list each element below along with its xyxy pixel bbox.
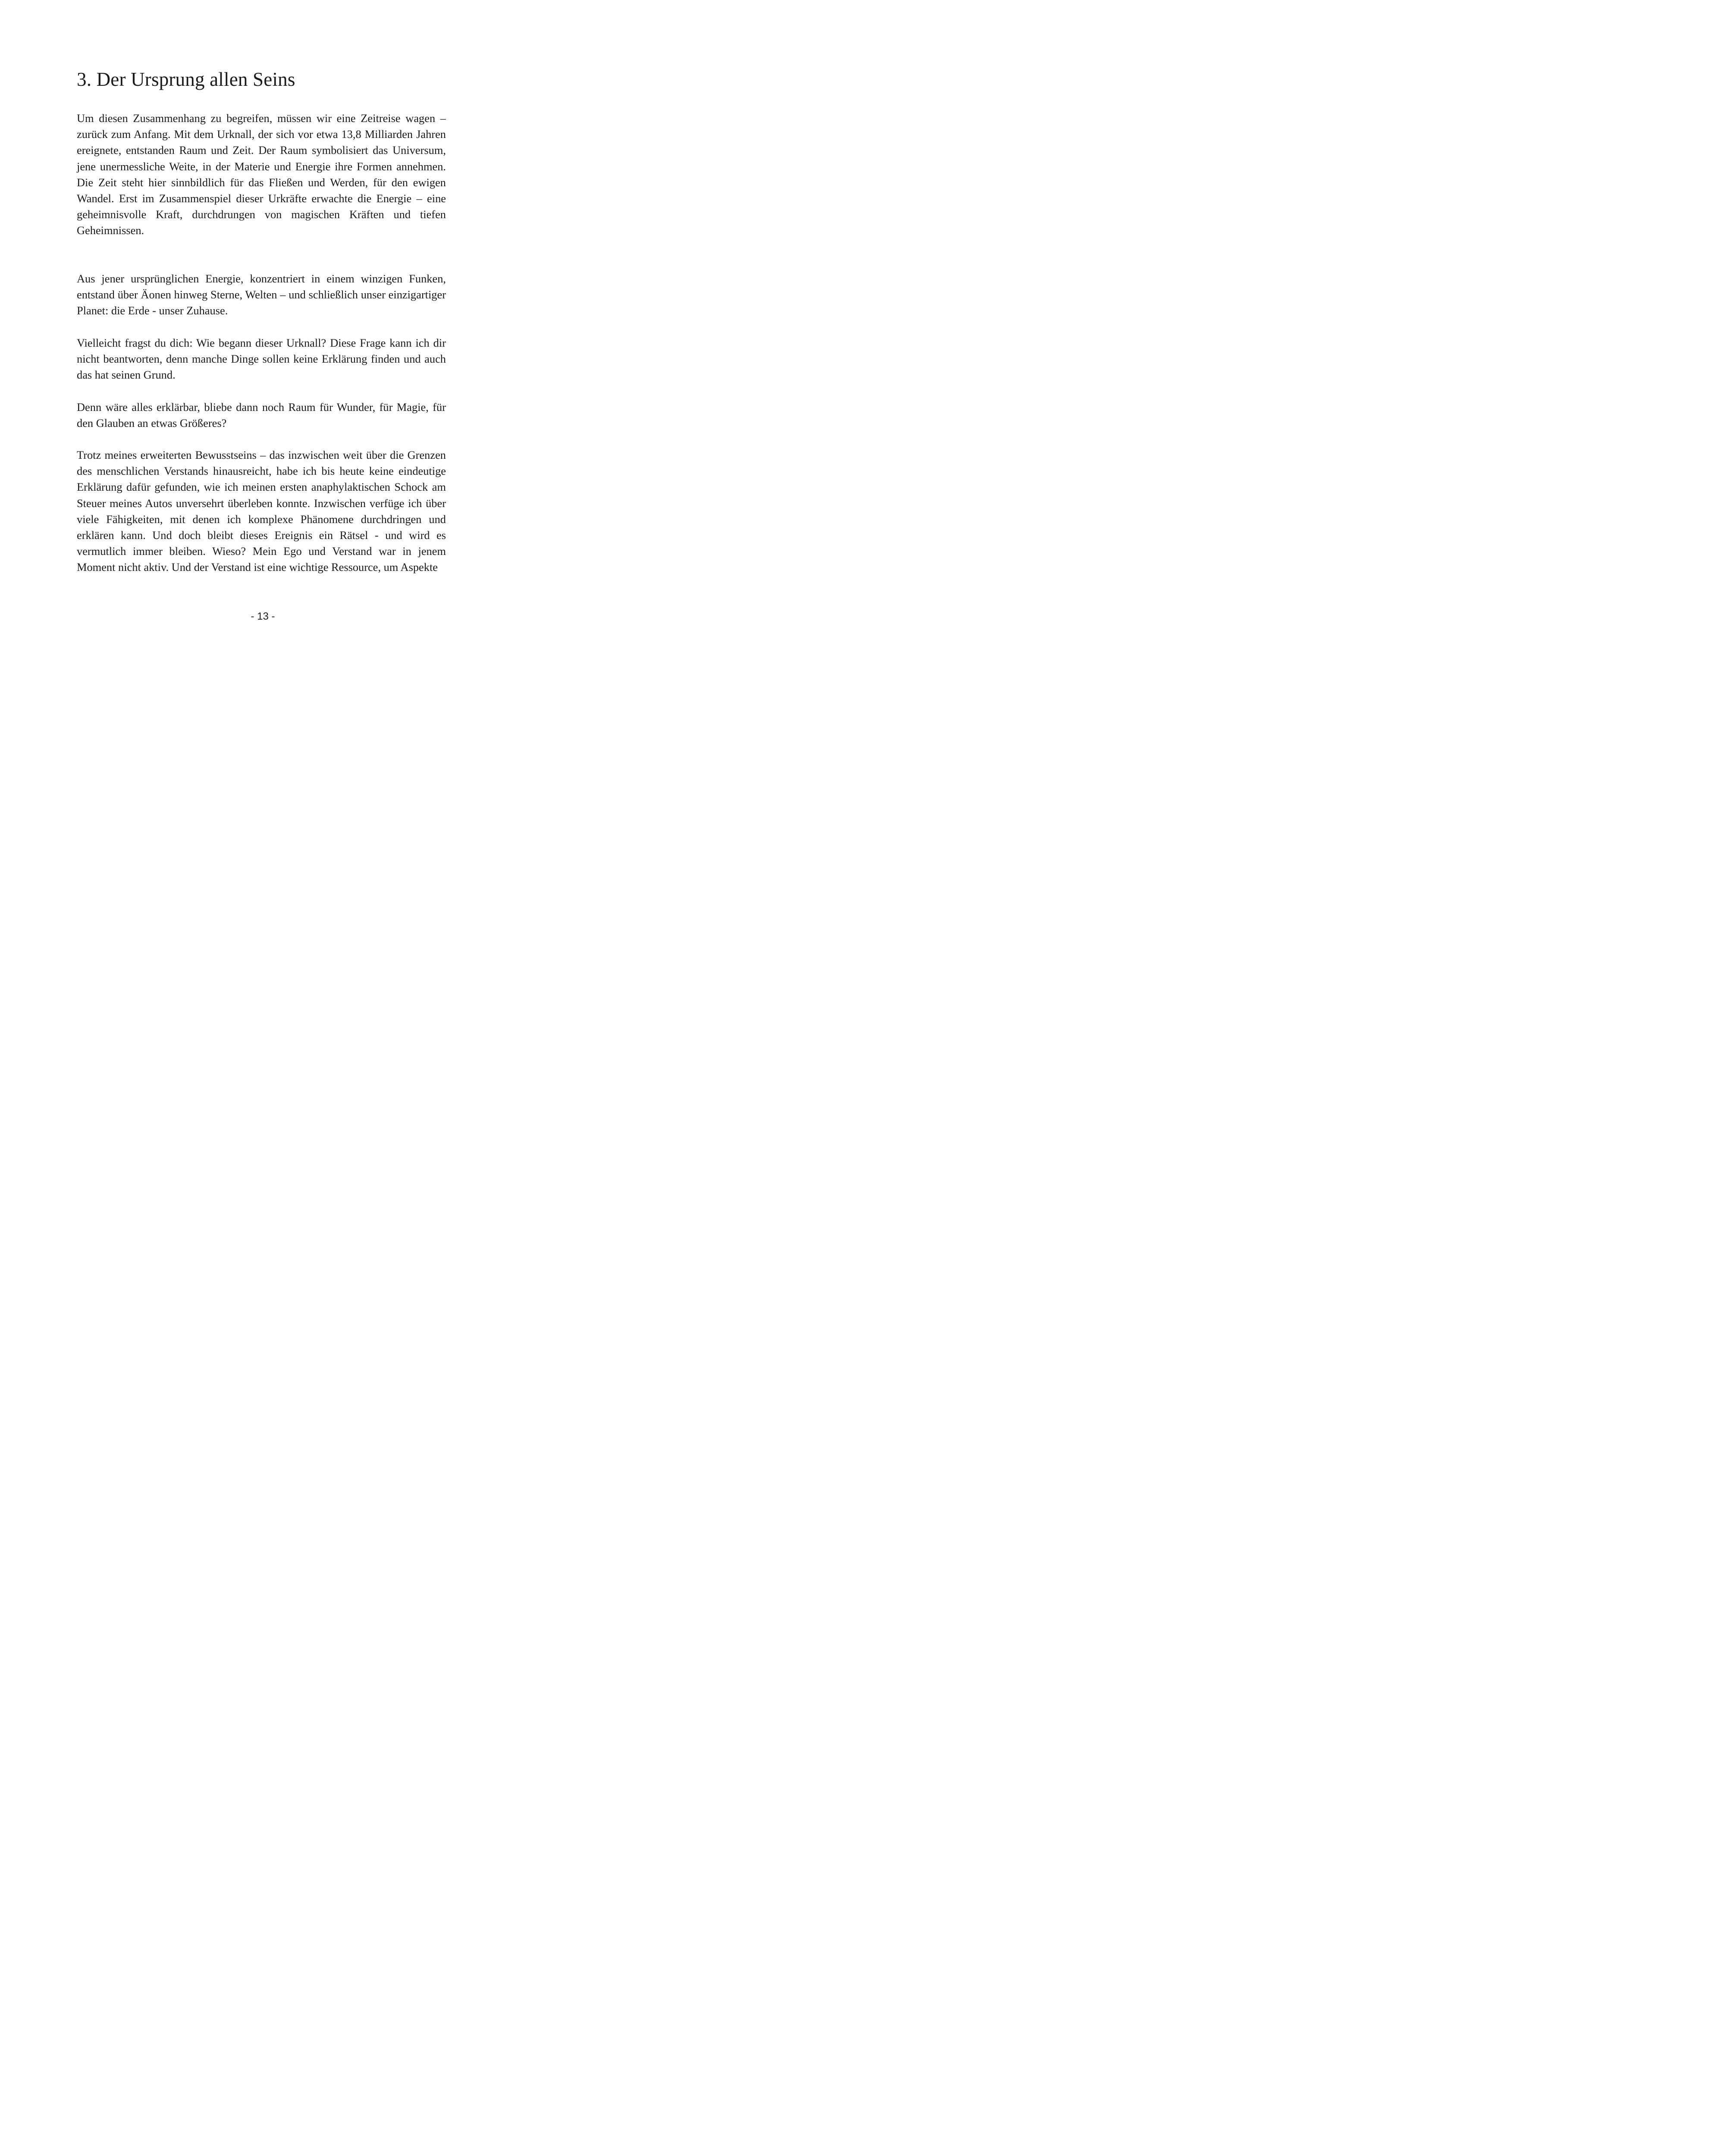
paragraph-big-bang: Um diesen Zusammenhang zu begreifen, müssen wir eine Zeitreise wagen – zurück zum Anfang. Mit dem Urknall, der sich vor etwa 13,8 Milliarden Jahren ereignete, entstanden Raum und Zeit. Der Raum symbolisiert das Universum, jene unermessliche Weite, in der Materie und Energie ihre Formen annehmen. Die Zeit steht hier sinnbildlich für das Fließen und Werden, für den ewigen Wandel. Erst im Zusammenspiel dieser Urkräfte erwachte die Energie – eine geheimnisvolle Kraft, durchdrungen von magischen Kräften und tiefen Geheimnissen. xyxy=(77,112,446,237)
paragraph-primordial-energy: Aus jener ursprünglichen Energie, konzentriert in einem winzigen Funken, entstand über Äonen hinweg Sterne, Welten – und schließlich unser einzigartiger Planet: die Erde - unser Zuhause. xyxy=(77,272,446,317)
paragraph-room-for-wonder: Denn wäre alles erklärbar, bliebe dann noch Raum für Wunder, für Magie, für den Glauben an etwas Größeres? xyxy=(77,401,446,430)
page-number: - 13 - xyxy=(251,611,275,622)
paragraph-anaphylactic-shock: Trotz meines erweiterten Bewusstseins – das inzwischen weit über die Grenzen des menschlichen Verstands hinausreicht, habe ich bis heute keine eindeutige Erklärung dafür gefunden, wie ich meinen ersten anaphylaktischen Schock am Steuer meines Autos unversehrt überleben konnte. Inzwischen verfüge ich über viele Fähigkeiten, mit denen ich komplexe Phänomene durchdringen und erklären kann. Und doch bleibt dieses Ereignis ein Rätsel - und wird es vermutlich immer bleiben. Wieso? Mein Ego und Verstand war in jenem Moment nicht aktiv. Und der Verstand ist eine wichtige Ressource, um Aspekte xyxy=(77,448,446,574)
book-page xyxy=(0,0,526,680)
paragraph-question-origin: Vielleicht fragst du dich: Wie begann dieser Urknall? Diese Frage kann ich dir nicht beantworten, denn manche Dinge sollen keine Erklärung finden und auch das hat seinen Grund. xyxy=(77,336,446,382)
chapter-title: 3. Der Ursprung allen Seins xyxy=(77,69,295,90)
